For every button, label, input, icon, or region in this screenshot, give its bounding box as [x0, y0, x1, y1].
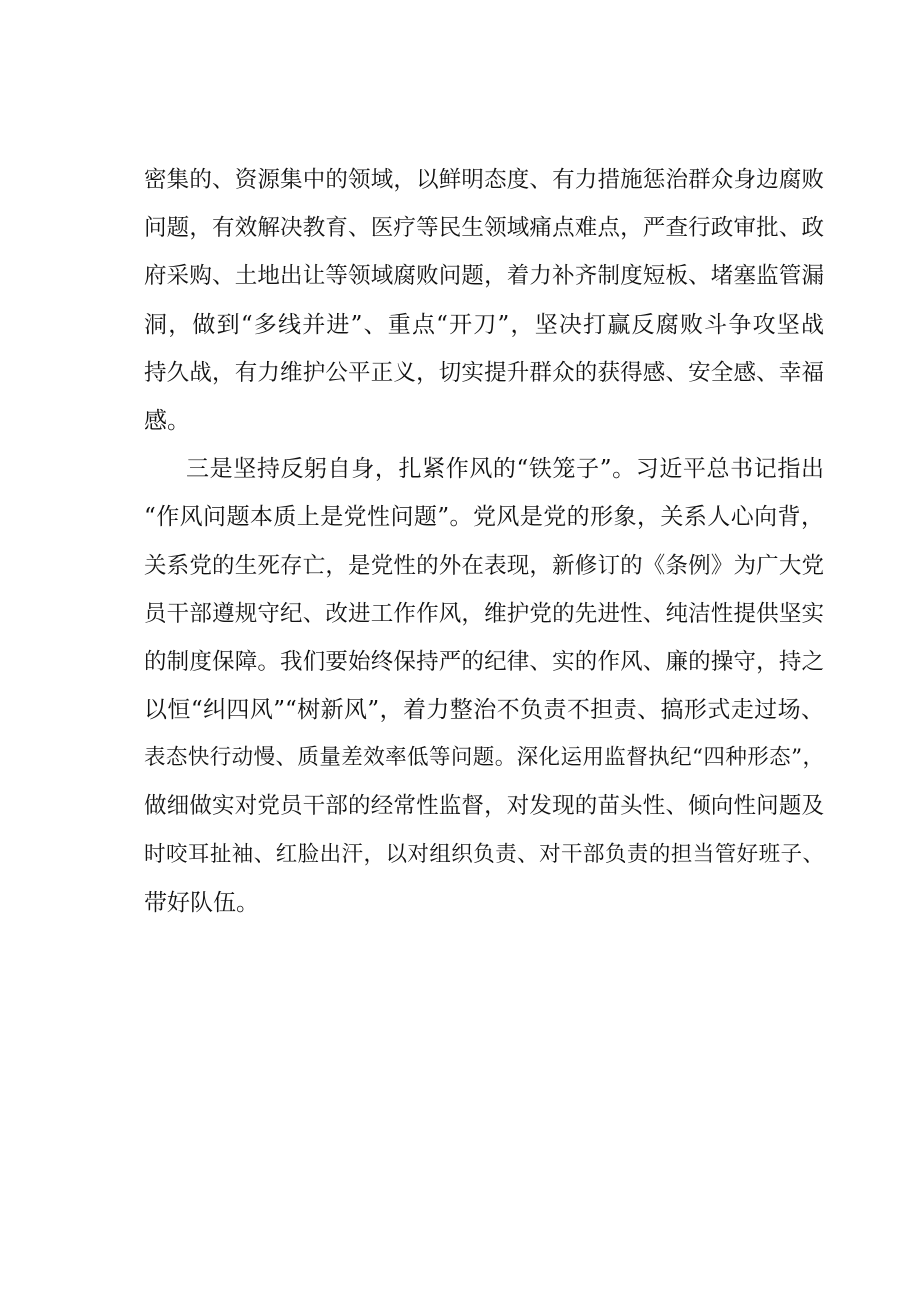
- text-line: “作风问题本质上是党性问题”。党风是党的形象，关系人心向背，: [144, 504, 824, 531]
- text-line: 三是坚持反躬自身，扎紧作风的“铁笼子”。习近平总书记指出: [186, 456, 824, 483]
- document-body: [144, 156, 824, 927]
- text-line: 表态快行动慢、质量差效率低等问题。深化运用监督执纪“四种形态”，: [144, 745, 824, 771]
- text-line: 带好队伍。: [144, 889, 259, 916]
- text-line: 洞，做到“多线并进”、重点“开刀”，坚决打赢反腐败斗争攻坚战: [144, 311, 824, 338]
- text-line: 的制度保障。我们要始终保持严的纪律、实的作风、廉的操守，持之: [144, 648, 824, 675]
- text-line: 时咬耳扯袖、红脸出汗，以对组织负责、对干部负责的担当管好班子、: [144, 841, 824, 867]
- text-line: 密集的、资源集中的领域，以鲜明态度、有力措施惩治群众身边腐败: [144, 167, 824, 193]
- text-line: 关系党的生死存亡，是党性的外在表现，新修订的《条例》为广大党: [144, 552, 824, 579]
- text-line: 府采购、土地出让等领域腐败问题，着力补齐制度短板、堵塞监管漏: [144, 263, 824, 290]
- paragraph-1: [144, 156, 824, 445]
- text-line: 以恒“纠四风”“树新风”，着力整治不负责不担责、搞形式走过场、: [144, 697, 824, 724]
- paragraph-2: [144, 445, 824, 927]
- text-line: 问题，有效解决教育、医疗等民生领域痛点难点，严查行政审批、政: [144, 215, 824, 242]
- text-line: 员干部遵规守纪、改进工作作风，维护党的先进性、纯洁性提供坚实: [144, 600, 824, 627]
- text-line: 感。: [144, 407, 190, 434]
- text-line: 持久战，有力维护公平正义，切实提升群众的获得感、安全感、幸福: [144, 359, 824, 386]
- text-line: 做细做实对党员干部的经常性监督，对发现的苗头性、倾向性问题及: [144, 793, 824, 820]
